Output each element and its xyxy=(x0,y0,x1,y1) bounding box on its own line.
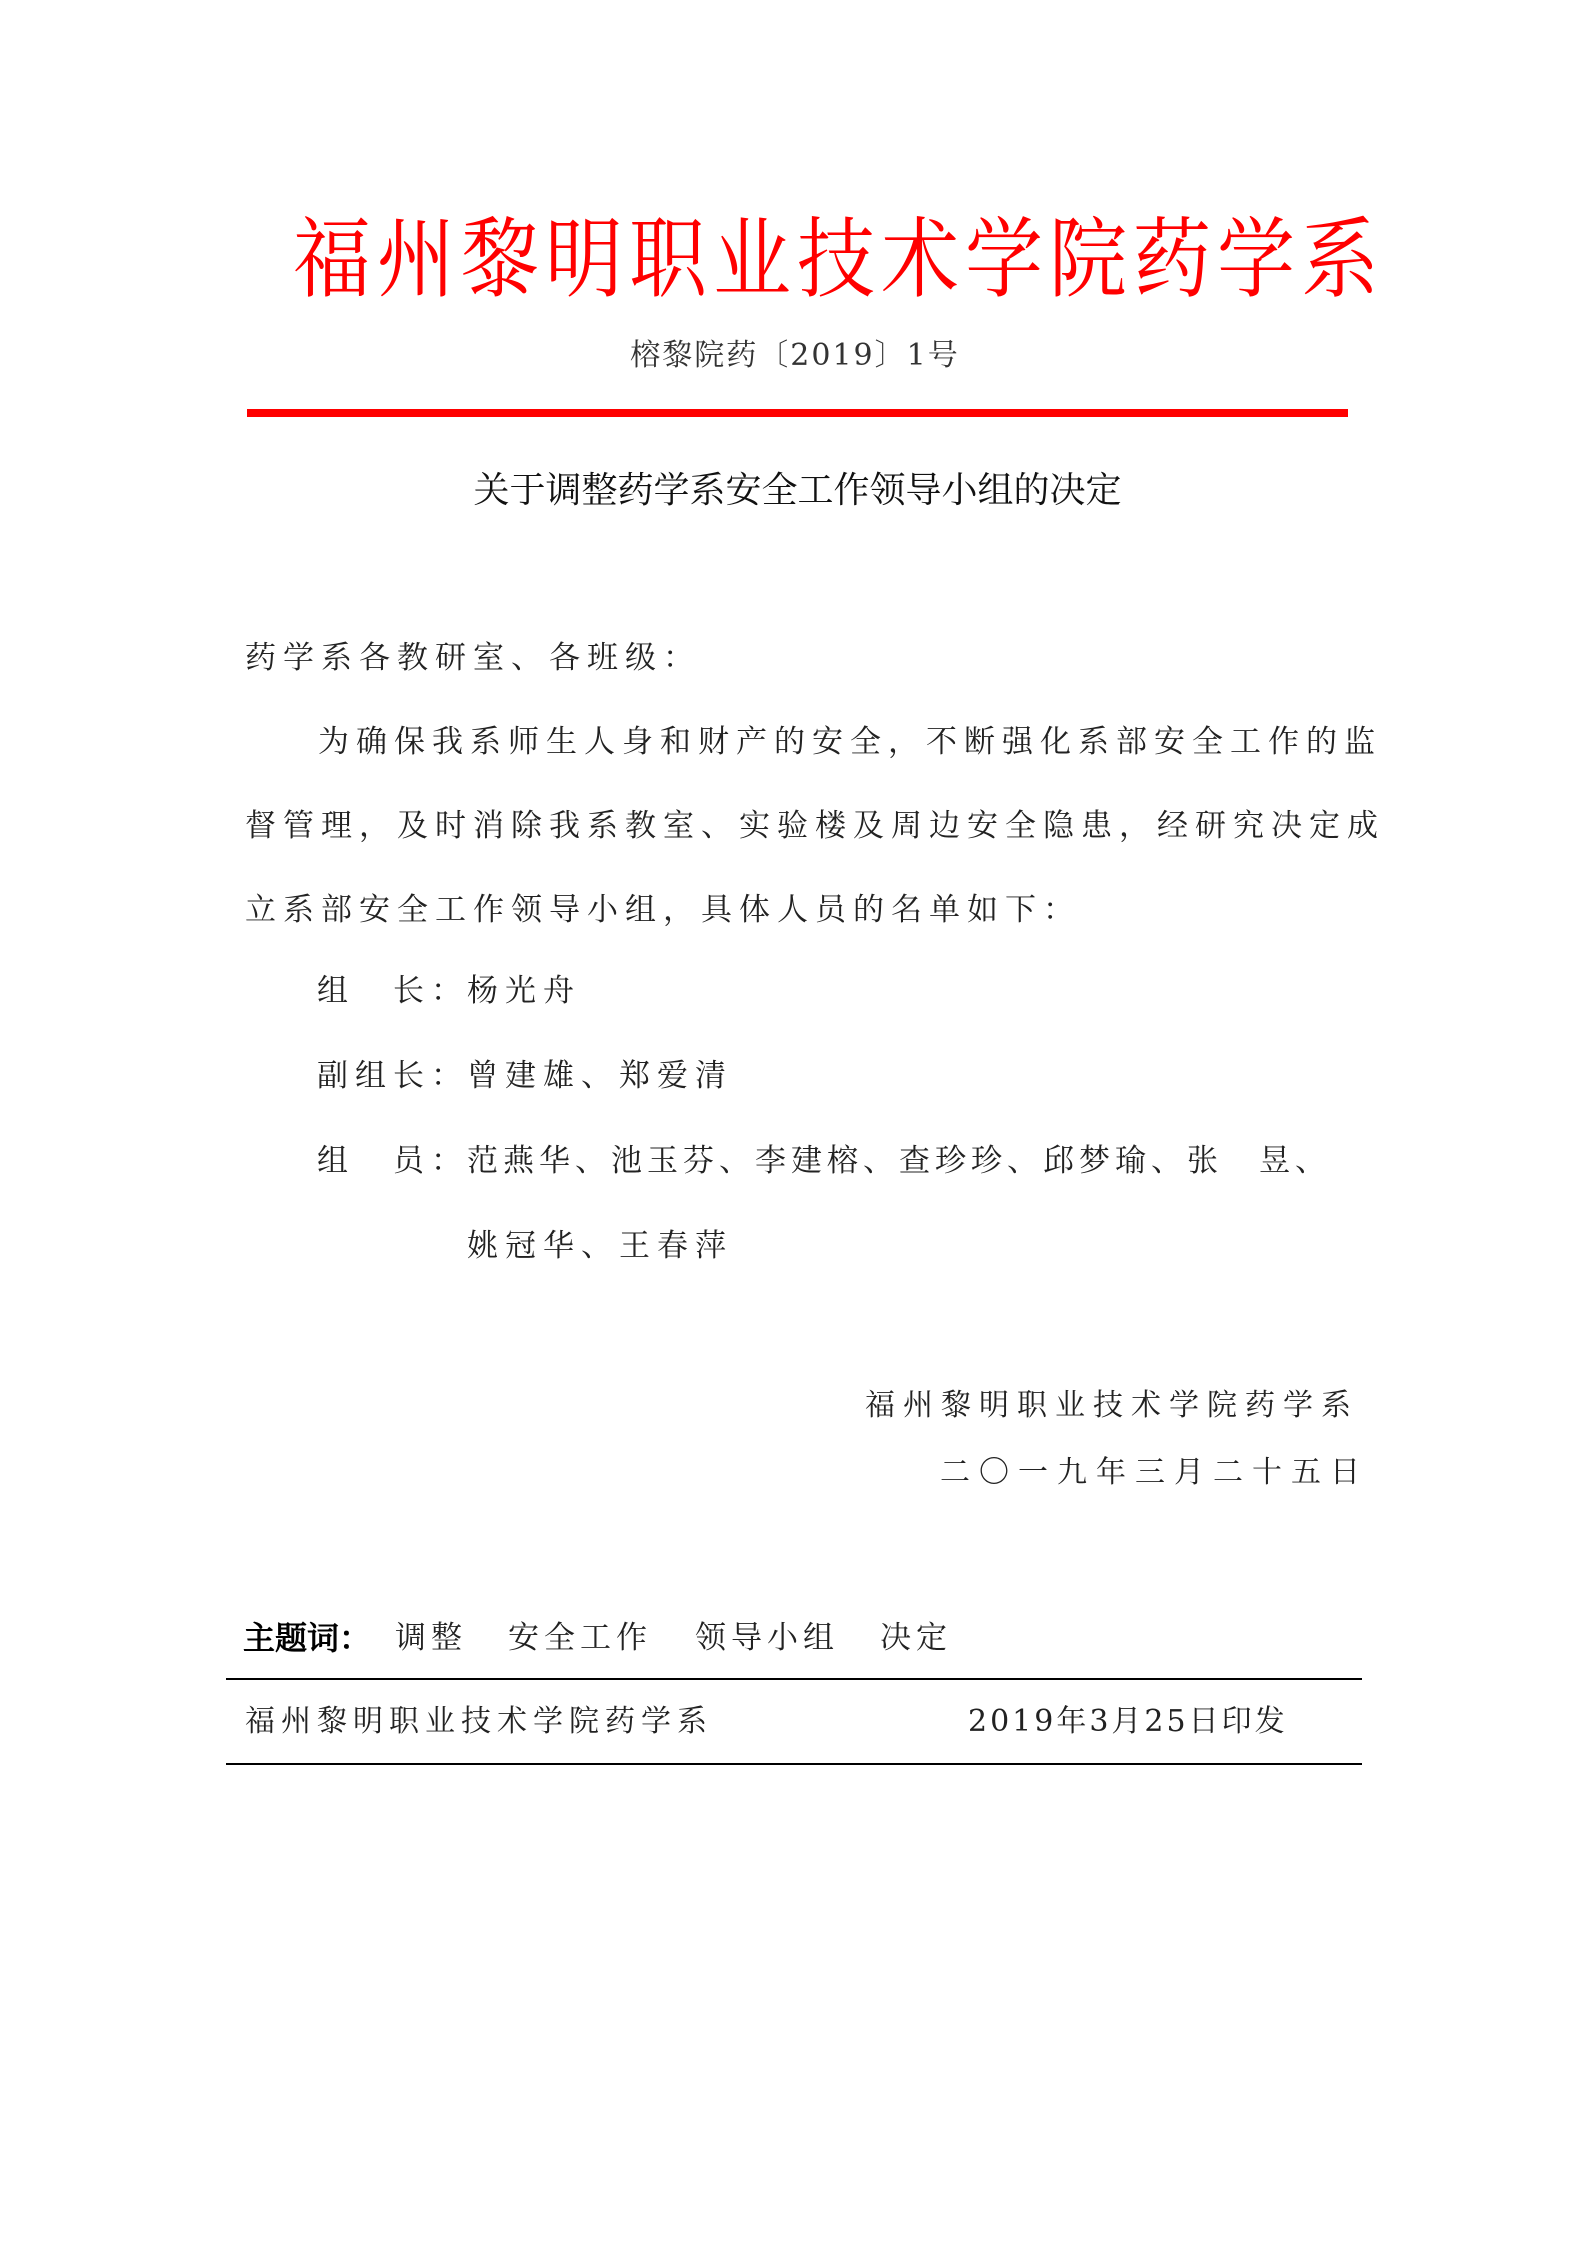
keywords-label: 主题词： xyxy=(243,1619,372,1657)
member-role-label: 组 员： xyxy=(317,1143,469,1179)
footer-top-rule xyxy=(226,1678,1362,1680)
document-heading: 关于调整药学系安全工作领导小组的决定 xyxy=(473,470,1122,511)
signature-date: 二〇一九年三月二十五日 xyxy=(940,1455,1369,1490)
paragraph-line: 为确保我系师生人身和财产的安全，不断强化系部安全工作的监 xyxy=(318,724,1382,760)
keyword: 决定 xyxy=(880,1620,952,1656)
member-names: 曾建雄、郑爱清 xyxy=(467,1058,733,1094)
document-number: 榕黎院药〔2019〕1号 xyxy=(630,338,960,373)
paragraph-line: 立系部安全工作领导小组，具体人员的名单如下： xyxy=(245,892,1081,928)
footer-bottom-rule xyxy=(226,1763,1362,1765)
keyword: 安全工作 xyxy=(508,1620,652,1656)
keyword: 调整 xyxy=(395,1620,467,1656)
member-role-label: 副组长： xyxy=(317,1058,469,1094)
keyword: 领导小组 xyxy=(695,1620,839,1656)
member-names: 杨光舟 xyxy=(467,973,581,1009)
paragraph-line: 督管理，及时消除我系教室、实验楼及周边安全隐患，经研究决定成 xyxy=(245,808,1385,844)
footer-issue-date: 2019年3月25日印发 xyxy=(968,1704,1288,1739)
org-title: 福州黎明职业技术学院药学系 xyxy=(293,210,1386,311)
member-role-label: 组 长： xyxy=(317,973,469,1009)
red-divider xyxy=(247,409,1348,417)
footer-issuer: 福州黎明职业技术学院药学系 xyxy=(245,1704,713,1739)
signature-org: 福州黎明职业技术学院药学系 xyxy=(865,1388,1359,1423)
member-names-continuation: 姚冠华、王春萍 xyxy=(467,1228,733,1264)
salutation: 药学系各教研室、各班级： xyxy=(245,640,701,676)
member-names: 范燕华、池玉芬、李建榕、查珍珍、邱梦瑜、张 昱、 xyxy=(467,1143,1331,1179)
